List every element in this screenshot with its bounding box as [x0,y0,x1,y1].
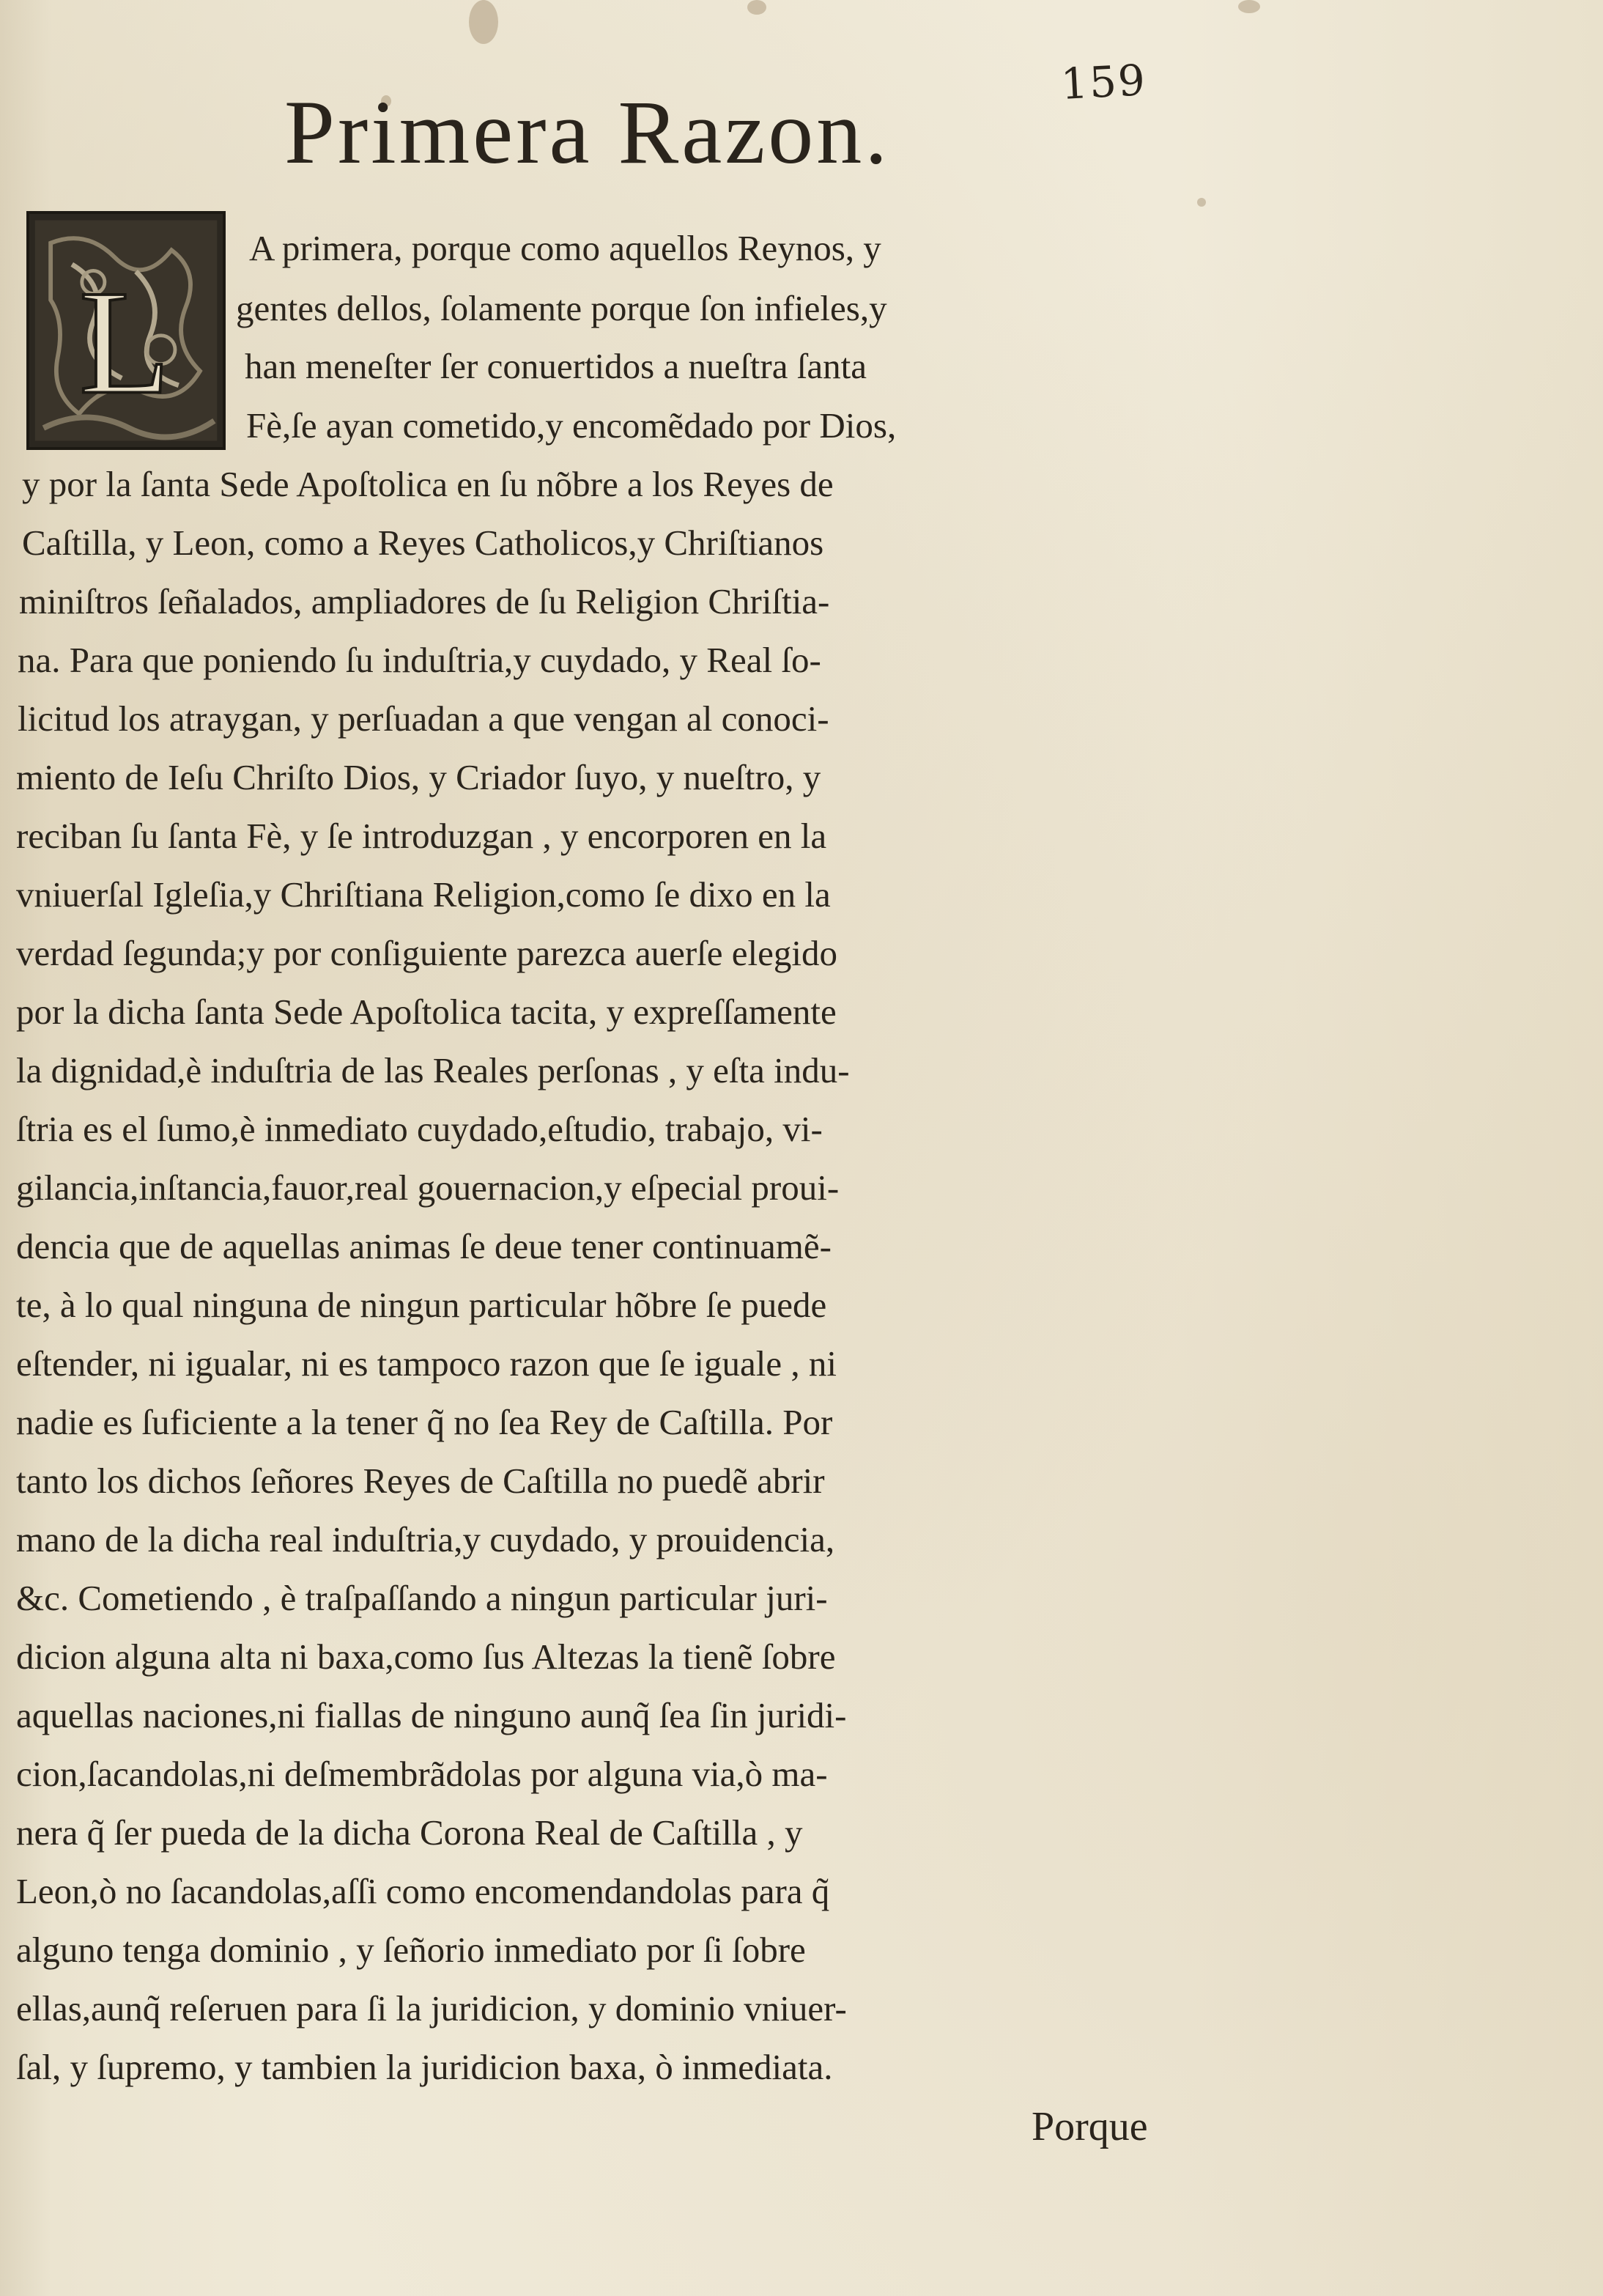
text-line: Leon,ò no ſacandolas,aſſi como encomendandolas para q̃ [16,1871,830,1911]
text-line: nera q̃ ſer pueda de la dicha Corona Real de Caſtilla , y [16,1812,803,1853]
text-line: mano de la dicha real induſtria,y cuydado, y prouidencia, [16,1519,835,1559]
text-line: vniuerſal Igleſia,y Chriſtiana Religion,como ſe dixo en la [16,874,831,915]
text-line: eſtender, ni igualar, ni es tampoco razon que ſe iguale , ni [16,1343,837,1384]
text-line: miniſtros ſeñalados, ampliadores de ſu Religion Chriſtia- [19,581,830,621]
text-line: aquellas naciones,ni fiallas de ninguno aunq̃ ſea ſin juridi- [16,1695,847,1735]
text-line: &c. Cometiendo , è traſpaſſando a ningun particular juri- [16,1578,828,1618]
catchword: Porque [1032,2104,1148,2149]
text-line: la dignidad,è induſtria de las Reales perſonas , y eſta indu- [16,1050,850,1090]
decorated-initial-letter-icon [29,214,223,447]
text-line: verdad ſegunda;y por conſiguiente parezca auerſe elegido [16,933,838,973]
text-line: A primera, porque como aquellos Reynos, y [249,228,881,268]
ink-stain [1197,198,1206,207]
text-line: reciban ſu ſanta Fè, y ſe introduzgan , y encorporen en la [16,816,827,856]
text-line: na. Para que poniendo ſu induſtria,y cuydado, y Real ſo- [18,640,821,680]
ink-stain [747,0,766,15]
svg-text:L: L [78,259,171,426]
text-line: ellas,aunq̃ reſeruen para ſi la juridicion, y dominio vniuer- [16,1988,847,2029]
text-line: gilancia,inſtancia,fauor,real gouernacion,y eſpecial proui- [16,1167,840,1208]
text-line: ſal, y ſupremo, y tambien la juridicion baxa, ò inmediata. [16,2047,833,2087]
text-line: dicion alguna alta ni baxa,como ſus Altezas la tienẽ ſobre [16,1636,836,1677]
decorated-initial [26,211,226,450]
text-line: y por la ſanta Sede Apoſtolica en ſu nõbre a los Reyes de [22,464,834,504]
text-line: tanto los dichos ſeñores Reyes de Caſtilla no puedẽ abrir [16,1461,825,1501]
text-line: cion,ſacandolas,ni deſmembrãdolas por alguna via,ò ma- [16,1754,828,1794]
text-line: ſtria es el ſumo,è inmediato cuydado,eſtudio, trabajo, vi- [16,1109,823,1149]
text-line: miento de Ieſu Chriſto Dios, y Criador ſuyo, y nueſtro, y [16,757,821,797]
ink-stain [469,0,498,44]
text-line: Fè,ſe ayan cometido,y encomẽdado por Dios, [246,405,897,446]
ink-stain [1238,0,1260,13]
text-line: por la dicha ſanta Sede Apoſtolica tacita, y expreſſamente [16,992,837,1032]
page-number: 159 [1059,54,1148,110]
text-line: dencia que de aquellas animas ſe deue tener continuamẽ- [16,1226,832,1266]
section-title: Primera Razon. [284,82,891,182]
text-line: nadie es ſuficiente a la tener q̃ no ſea Rey de Caſtilla. Por [16,1402,833,1442]
text-line: te, à lo qual ninguna de ningun particular hõbre ſe puede [16,1285,827,1325]
text-line: han meneſter ſer conuertidos a nueſtra ſanta [245,346,867,386]
text-line: Caſtilla, y Leon, como a Reyes Catholicos,y Chriſtianos [22,523,824,563]
text-line: licitud los atraygan, y perſuadan a que vengan al conoci- [18,698,829,739]
text-line: gentes dellos, ſolamente porque ſon infieles,y [236,288,887,328]
text-line: alguno tenga dominio , y ſeñorio inmediato por ſi ſobre [16,1930,806,1970]
